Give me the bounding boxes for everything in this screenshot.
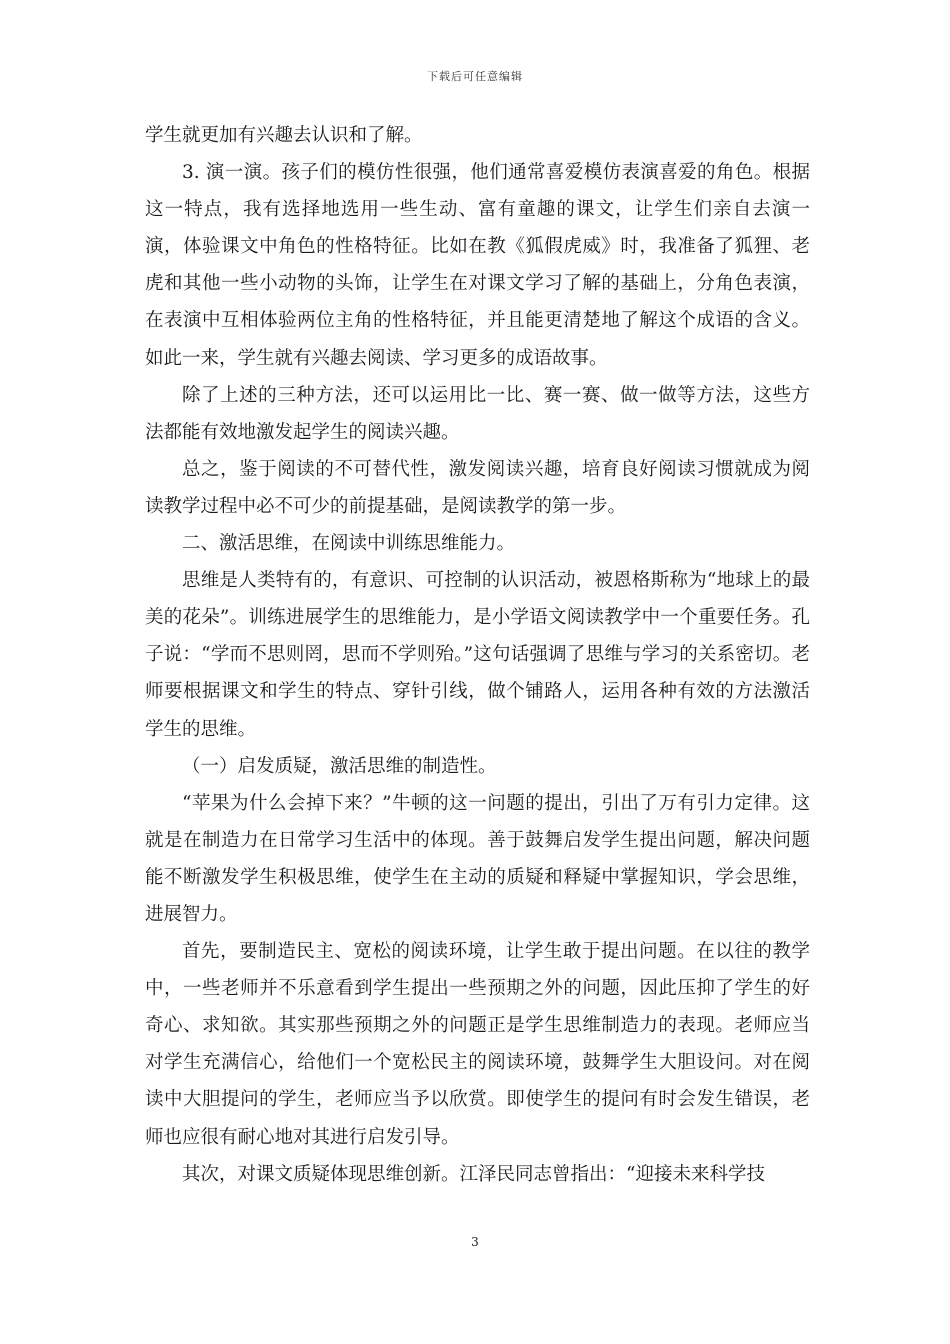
paragraph-6: 思维是人类特有的，有意识、可控制的认识活动，被恩格斯称为“地球上的最美的花朵”。训练进展学生的思维能力，是小学语文阅读教学中一个重要任务。孔子说：“学而不思则罔，思而不学则殆。”这句话强调了思维与学习的关系密切。老师要根据课文和学生的特点、穿针引线，做个铺路人，运用各种有效的方法激活学生的思维。	[145, 570, 810, 740]
document-body	[145, 117, 810, 1193]
subsection-heading-1: （一）启发质疑，激活思维的制造性。	[182, 755, 497, 777]
section-heading-2: 二、激活思维，在阅读中训练思维能力。	[182, 533, 516, 555]
paragraph-10: 其次，对课文质疑体现思维创新。江泽民同志曾指出：“迎接未来科学技	[182, 1163, 765, 1185]
paragraph-2: 3. 演一演。孩子们的模仿性很强，他们通常喜爱模仿表演喜爱的角色。根据这一特点，我有选择地选用一些生动、富有童趣的课文，让学生们亲自去演一演，体验课文中角色的性格特征。比如在教《狐假虎威》时，我准备了狐狸、老虎和其他一些小动物的头饰，让学生在对课文学习了解的基础上，分角色表演，在表演中互相体验两位主角的性格特征，并且能更清楚地了解这个成语的含义。如此一来，学生就有兴趣去阅读、学习更多的成语故事。	[145, 162, 810, 369]
paragraph-1: 学生就更加有兴趣去认识和了解。	[145, 125, 423, 146]
paragraph-9: 首先，要制造民主、宽松的阅读环境，让学生敢于提出问题。在以往的教学中，一些老师并不乐意看到学生提出一些预期之外的问题，因此压抑了学生的好奇心、求知欲。其实那些预期之外的问题正是学生思维制造力的表现。老师应当对学生充满信心，给他们一个宽松民主的阅读环境，鼓舞学生大胆设问。对在阅读中大胆提问的学生，老师应当予以欣赏。即使学生的提问有时会发生错误，老师也应很有耐心地对其进行启发引导。	[145, 941, 810, 1148]
paragraph-3: 除了上述的三种方法，还可以运用比一比、赛一赛、做一做等方法，这些方法都能有效地激发起学生的阅读兴趣。	[145, 384, 810, 443]
paragraph-4: 总之，鉴于阅读的不可替代性，激发阅读兴趣，培育良好阅读习惯就成为阅读教学过程中必不可少的前提基础，是阅读教学的第一步。	[145, 458, 810, 517]
page-number: 3	[471, 1235, 479, 1249]
paragraph-8: “苹果为什么会掉下来？”牛顿的这一问题的提出，引出了万有引力定律。这就是在制造力在日常学习生活中的体现。善于鼓舞启发学生提出问题，解决问题能不断激发学生积极思维，使学生在主动的质疑和释疑中掌握知识，学会思维，进展智力。	[145, 792, 810, 925]
page-header: 下载后可任意编辑	[427, 70, 523, 83]
